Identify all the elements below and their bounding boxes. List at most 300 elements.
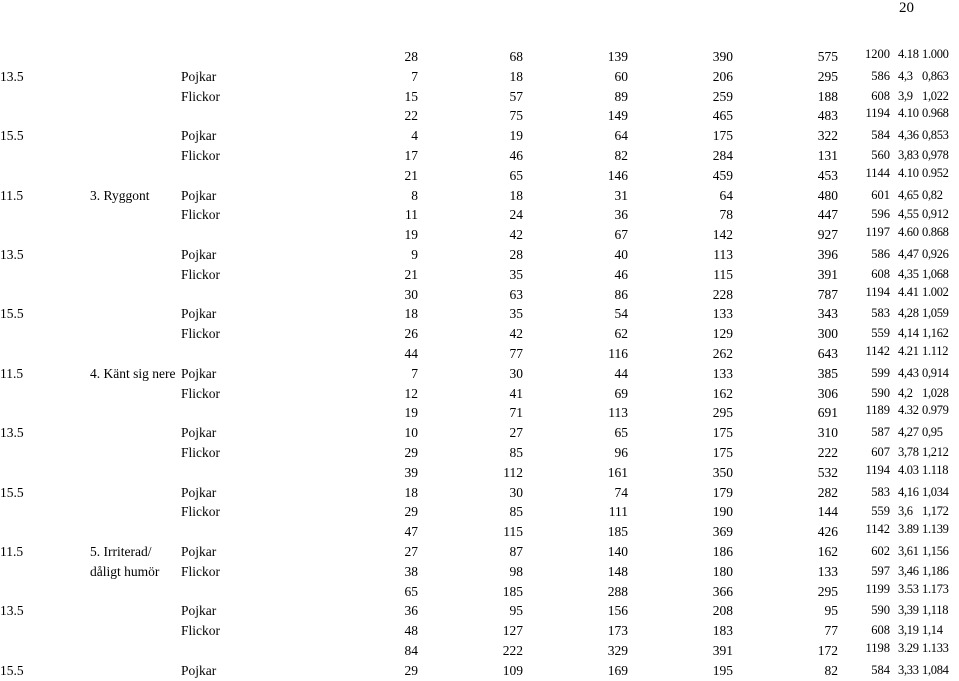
sd-cell: 0.968	[922, 106, 949, 121]
count-cell-5: 483	[817, 108, 838, 124]
count-cell-5: 480	[817, 187, 838, 203]
count-cell-4: 465	[712, 108, 733, 124]
n-total-cell: 1194	[865, 284, 890, 299]
count-cell-4: 113	[713, 246, 733, 262]
mean-cell: 3,61	[898, 543, 919, 558]
sd-cell: 1.139	[922, 522, 949, 537]
count-cell-4: 115	[713, 266, 733, 282]
count-cell-5: 575	[817, 49, 838, 64]
group-cell: Pojkar	[181, 603, 217, 619]
group-cell: Pojkar	[181, 68, 217, 84]
count-cell-1: 22	[404, 108, 418, 124]
count-cell-4: 133	[712, 306, 733, 322]
n-total-cell: 1194	[865, 106, 890, 121]
age-cell: 13.5	[0, 246, 24, 262]
count-cell-4: 459	[712, 167, 733, 183]
count-cell-5: 133	[817, 563, 838, 579]
table-row	[0, 483, 959, 503]
count-cell-2: 28	[509, 246, 523, 262]
n-total-cell: 1142	[865, 343, 890, 358]
count-cell-2: 63	[509, 286, 523, 302]
mean-cell: 3,39	[898, 603, 919, 618]
count-cell-4: 295	[712, 405, 733, 421]
n-total-cell: 1197	[865, 225, 890, 240]
count-cell-3: 44	[614, 365, 628, 381]
count-cell-4: 162	[712, 385, 733, 401]
count-cell-5: 82	[824, 662, 838, 678]
table-row-total	[0, 403, 959, 423]
count-cell-2: 30	[509, 365, 523, 381]
n-total-cell: 597	[871, 563, 890, 578]
mean-cell: 3.29	[898, 640, 919, 655]
age-cell: 13.5	[0, 68, 24, 84]
count-cell-3: 31	[614, 187, 628, 203]
count-cell-3: 89	[614, 88, 628, 104]
count-cell-3: 116	[608, 345, 628, 361]
age-cell: 11.5	[0, 365, 24, 381]
sd-cell: 1.000	[922, 47, 949, 61]
count-cell-5: 391	[817, 266, 838, 282]
mean-cell: 4,27	[898, 425, 919, 440]
count-cell-1: 15	[404, 88, 418, 104]
count-cell-5: 322	[817, 128, 838, 144]
mean-cell: 3,19	[898, 623, 919, 638]
count-cell-3: 156	[607, 603, 628, 619]
mean-cell: 4.32	[898, 403, 919, 418]
mean-cell: 3,46	[898, 563, 919, 578]
sd-cell: 1.112	[922, 343, 949, 358]
mean-cell: 4.10	[898, 165, 919, 180]
mean-cell: 4,65	[898, 187, 919, 202]
count-cell-5: 927	[817, 227, 838, 243]
count-cell-1: 84	[404, 642, 418, 658]
count-cell-4: 350	[712, 464, 733, 480]
count-cell-1: 21	[404, 167, 418, 183]
table-row	[0, 186, 959, 206]
group-cell: Flickor	[181, 563, 220, 579]
count-cell-2: 68	[509, 49, 523, 64]
n-total-cell: 586	[871, 246, 890, 261]
count-cell-4: 179	[712, 484, 733, 500]
table-row	[0, 87, 959, 107]
count-cell-3: 146	[607, 167, 628, 183]
n-total-cell: 1198	[865, 640, 890, 655]
count-cell-1: 19	[404, 405, 418, 421]
mean-cell: 4,55	[898, 207, 919, 222]
count-cell-2: 24	[509, 207, 523, 223]
group-cell: Flickor	[181, 444, 220, 460]
sd-cell: 1,118	[922, 603, 949, 618]
count-cell-3: 69	[614, 385, 628, 401]
table-row	[0, 67, 959, 87]
count-cell-5: 282	[817, 484, 838, 500]
count-cell-2: 65	[509, 167, 523, 183]
count-cell-3: 64	[614, 128, 628, 144]
n-total-cell: 1189	[865, 403, 890, 418]
n-total-cell: 583	[871, 306, 890, 321]
count-cell-1: 29	[404, 662, 418, 678]
count-cell-4: 186	[712, 543, 733, 559]
count-cell-1: 10	[404, 425, 418, 441]
count-cell-1: 4	[411, 128, 418, 144]
sd-cell: 1,172	[922, 504, 949, 519]
count-cell-2: 109	[502, 662, 523, 678]
count-cell-2: 75	[509, 108, 523, 124]
count-cell-3: 161	[607, 464, 628, 480]
table-row	[0, 364, 959, 384]
mean-cell: 4,2	[898, 385, 913, 400]
count-cell-3: 111	[608, 504, 628, 520]
count-cell-3: 40	[614, 246, 628, 262]
count-cell-4: 175	[712, 425, 733, 441]
count-cell-3: 54	[614, 306, 628, 322]
n-total-cell: 601	[871, 187, 890, 202]
table-row	[0, 384, 959, 404]
sd-cell: 0,914	[922, 365, 949, 380]
item-label-cell: 5. Irriterad/	[90, 543, 152, 559]
sd-cell: 0,863	[922, 68, 949, 83]
mean-cell: 4.10	[898, 106, 919, 121]
sd-cell: 1,022	[922, 88, 949, 103]
count-cell-1: 26	[404, 326, 418, 342]
table-row-total	[0, 225, 959, 245]
group-cell: Flickor	[181, 266, 220, 282]
count-cell-1: 30	[404, 286, 418, 302]
mean-cell: 4.18	[898, 47, 919, 61]
n-total-cell: 596	[871, 207, 890, 222]
count-cell-3: 96	[614, 444, 628, 460]
count-cell-5: 532	[817, 464, 838, 480]
age-cell: 11.5	[0, 543, 24, 559]
count-cell-5: 222	[817, 444, 838, 460]
table-row-total	[0, 641, 959, 661]
group-cell: Pojkar	[181, 543, 217, 559]
count-cell-3: 65	[614, 425, 628, 441]
count-cell-2: 127	[502, 623, 523, 639]
sd-cell: 1,068	[922, 266, 949, 281]
mean-cell: 3,6	[898, 504, 913, 519]
table-row	[0, 502, 959, 522]
count-cell-1: 7	[411, 68, 418, 84]
sd-cell: 1,084	[922, 662, 949, 677]
table-row-total	[0, 106, 959, 126]
table-row	[0, 542, 959, 562]
table-row-total	[0, 344, 959, 364]
count-cell-2: 185	[502, 583, 523, 599]
n-total-cell: 608	[871, 88, 890, 103]
mean-cell: 4,35	[898, 266, 919, 281]
count-cell-5: 162	[817, 543, 838, 559]
n-total-cell: 602	[871, 543, 890, 558]
count-cell-1: 38	[404, 563, 418, 579]
count-cell-4: 175	[712, 128, 733, 144]
count-cell-1: 28	[404, 49, 418, 64]
item-label-cell: 3. Ryggont	[90, 187, 150, 203]
count-cell-3: 173	[607, 623, 628, 639]
n-total-cell: 599	[871, 365, 890, 380]
sd-cell: 0.952	[922, 165, 949, 180]
table-row	[0, 562, 959, 582]
group-cell: Pojkar	[181, 365, 217, 381]
sd-cell: 1,059	[922, 306, 949, 321]
table-row	[0, 443, 959, 463]
count-cell-5: 95	[824, 603, 838, 619]
n-total-cell: 590	[871, 385, 890, 400]
count-cell-2: 41	[509, 385, 523, 401]
sd-cell: 1,162	[922, 326, 949, 341]
mean-cell: 4.60	[898, 225, 919, 240]
mean-cell: 4.03	[898, 462, 919, 477]
count-cell-1: 21	[404, 266, 418, 282]
group-cell: Flickor	[181, 326, 220, 342]
age-cell: 15.5	[0, 306, 24, 322]
count-cell-5: 310	[817, 425, 838, 441]
count-cell-3: 185	[607, 524, 628, 540]
count-cell-2: 42	[509, 326, 523, 342]
count-cell-2: 19	[509, 128, 523, 144]
age-cell: 15.5	[0, 662, 24, 678]
count-cell-3: 169	[607, 662, 628, 678]
mean-cell: 4,14	[898, 326, 919, 341]
count-cell-4: 391	[712, 642, 733, 658]
count-cell-2: 71	[509, 405, 523, 421]
count-cell-1: 29	[404, 504, 418, 520]
count-cell-2: 77	[509, 345, 523, 361]
count-cell-3: 46	[614, 266, 628, 282]
table-row-total	[0, 582, 959, 602]
mean-cell: 4,28	[898, 306, 919, 321]
table-row	[0, 304, 959, 324]
count-cell-2: 27	[509, 425, 523, 441]
age-cell: 15.5	[0, 128, 24, 144]
count-cell-3: 140	[607, 543, 628, 559]
count-cell-4: 284	[712, 147, 733, 163]
group-cell: Pojkar	[181, 187, 217, 203]
count-cell-4: 259	[712, 88, 733, 104]
n-total-cell: 608	[871, 623, 890, 638]
count-cell-5: 77	[824, 623, 838, 639]
group-cell: Flickor	[181, 88, 220, 104]
sd-cell: 1,034	[922, 484, 949, 499]
count-cell-4: 142	[712, 227, 733, 243]
count-cell-4: 129	[712, 326, 733, 342]
count-cell-1: 27	[404, 543, 418, 559]
count-cell-1: 8	[411, 187, 418, 203]
n-total-cell: 608	[871, 266, 890, 281]
count-cell-3: 62	[614, 326, 628, 342]
count-cell-4: 369	[712, 524, 733, 540]
count-cell-1: 36	[404, 603, 418, 619]
sd-cell: 0.979	[922, 403, 949, 418]
mean-cell: 4.21	[898, 343, 919, 358]
mean-cell: 4,43	[898, 365, 919, 380]
count-cell-2: 35	[509, 306, 523, 322]
count-cell-5: 295	[817, 583, 838, 599]
count-cell-5: 787	[817, 286, 838, 302]
sd-cell: 1,156	[922, 543, 949, 558]
table-row-total	[0, 285, 959, 305]
n-total-cell: 559	[871, 504, 890, 519]
mean-cell: 3.53	[898, 581, 919, 596]
count-cell-1: 19	[404, 227, 418, 243]
count-cell-1: 17	[404, 147, 418, 163]
sd-cell: 1,14	[922, 623, 943, 638]
table-row	[0, 621, 959, 641]
table-row	[0, 601, 959, 621]
count-cell-3: 149	[607, 108, 628, 124]
count-cell-2: 57	[509, 88, 523, 104]
count-cell-5: 300	[817, 326, 838, 342]
sd-cell: 1,028	[922, 385, 949, 400]
table-row	[0, 324, 959, 344]
n-total-cell: 590	[871, 603, 890, 618]
count-cell-3: 67	[614, 227, 628, 243]
count-cell-5: 306	[817, 385, 838, 401]
count-cell-5: 691	[817, 405, 838, 421]
count-cell-2: 112	[503, 464, 523, 480]
count-cell-2: 46	[509, 147, 523, 163]
sd-cell: 0,978	[922, 147, 949, 162]
count-cell-5: 131	[817, 147, 838, 163]
count-cell-5: 453	[817, 167, 838, 183]
count-cell-1: 18	[404, 306, 418, 322]
sd-cell: 1.173	[922, 581, 949, 596]
mean-cell: 4,3	[898, 68, 913, 83]
count-cell-5: 396	[817, 246, 838, 262]
count-cell-2: 18	[509, 187, 523, 203]
n-total-cell: 584	[871, 128, 890, 143]
count-cell-2: 115	[503, 524, 523, 540]
count-cell-1: 18	[404, 484, 418, 500]
mean-cell: 3,33	[898, 662, 919, 677]
sd-cell: 0.868	[922, 225, 949, 240]
n-total-cell: 584	[871, 662, 890, 677]
data-table	[0, 47, 959, 681]
count-cell-4: 78	[719, 207, 733, 223]
mean-cell: 4,47	[898, 246, 919, 261]
table-row-total	[0, 463, 959, 483]
n-total-cell: 583	[871, 484, 890, 499]
sd-cell: 1.118	[922, 462, 949, 477]
table-row	[0, 423, 959, 443]
sd-cell: 1.002	[922, 284, 949, 299]
count-cell-3: 139	[607, 49, 628, 64]
count-cell-3: 82	[614, 147, 628, 163]
item-label-cell: dåligt humör	[90, 563, 160, 579]
count-cell-3: 113	[608, 405, 628, 421]
count-cell-1: 29	[404, 444, 418, 460]
table-row-total	[0, 47, 959, 67]
count-cell-2: 30	[509, 484, 523, 500]
count-cell-1: 48	[404, 623, 418, 639]
count-cell-4: 180	[712, 563, 733, 579]
sd-cell: 0,95	[922, 425, 943, 440]
count-cell-4: 195	[712, 662, 733, 678]
group-cell: Pojkar	[181, 246, 217, 262]
n-total-cell: 1142	[865, 522, 890, 537]
count-cell-1: 9	[411, 246, 418, 262]
table-row	[0, 245, 959, 265]
count-cell-1: 12	[404, 385, 418, 401]
count-cell-3: 74	[614, 484, 628, 500]
mean-cell: 3,83	[898, 147, 919, 162]
age-cell: 13.5	[0, 603, 24, 619]
count-cell-4: 175	[712, 444, 733, 460]
count-cell-5: 188	[817, 88, 838, 104]
mean-cell: 3,9	[898, 88, 913, 103]
count-cell-3: 148	[607, 563, 628, 579]
count-cell-2: 98	[509, 563, 523, 579]
n-total-cell: 1200	[865, 47, 890, 61]
n-total-cell: 1194	[865, 462, 890, 477]
count-cell-4: 262	[712, 345, 733, 361]
item-label-cell: 4. Känt sig nere	[90, 365, 176, 381]
count-cell-3: 329	[607, 642, 628, 658]
n-total-cell: 559	[871, 326, 890, 341]
count-cell-2: 85	[509, 444, 523, 460]
count-cell-3: 86	[614, 286, 628, 302]
count-cell-5: 385	[817, 365, 838, 381]
group-cell: Pojkar	[181, 128, 217, 144]
group-cell: Flickor	[181, 623, 220, 639]
count-cell-4: 208	[712, 603, 733, 619]
mean-cell: 4,16	[898, 484, 919, 499]
count-cell-4: 206	[712, 68, 733, 84]
sd-cell: 0,82	[922, 187, 943, 202]
table-row	[0, 661, 959, 681]
group-cell: Flickor	[181, 385, 220, 401]
group-cell: Flickor	[181, 504, 220, 520]
count-cell-4: 183	[712, 623, 733, 639]
count-cell-4: 390	[712, 49, 733, 64]
count-cell-2: 18	[509, 68, 523, 84]
count-cell-5: 447	[817, 207, 838, 223]
count-cell-3: 36	[614, 207, 628, 223]
mean-cell: 3,78	[898, 444, 919, 459]
count-cell-5: 426	[817, 524, 838, 540]
count-cell-2: 35	[509, 266, 523, 282]
n-total-cell: 587	[871, 425, 890, 440]
table-row	[0, 146, 959, 166]
group-cell: Flickor	[181, 147, 220, 163]
group-cell: Pojkar	[181, 662, 217, 678]
count-cell-5: 144	[817, 504, 838, 520]
count-cell-1: 44	[404, 345, 418, 361]
count-cell-2: 87	[509, 543, 523, 559]
mean-cell: 4,36	[898, 128, 919, 143]
count-cell-2: 222	[502, 642, 523, 658]
n-total-cell: 607	[871, 444, 890, 459]
sd-cell: 0,926	[922, 246, 949, 261]
count-cell-4: 133	[712, 365, 733, 381]
table-row	[0, 126, 959, 146]
count-cell-1: 7	[411, 365, 418, 381]
sd-cell: 0,853	[922, 128, 949, 143]
sd-cell: 1.133	[922, 640, 949, 655]
sd-cell: 0,912	[922, 207, 949, 222]
age-cell: 11.5	[0, 187, 24, 203]
table-row	[0, 205, 959, 225]
mean-cell: 4.41	[898, 284, 919, 299]
count-cell-1: 39	[404, 464, 418, 480]
group-cell: Flickor	[181, 207, 220, 223]
page-number: 20	[899, 0, 914, 16]
count-cell-3: 288	[607, 583, 628, 599]
count-cell-5: 643	[817, 345, 838, 361]
count-cell-3: 60	[614, 68, 628, 84]
count-cell-1: 11	[405, 207, 418, 223]
n-total-cell: 1199	[865, 581, 890, 596]
